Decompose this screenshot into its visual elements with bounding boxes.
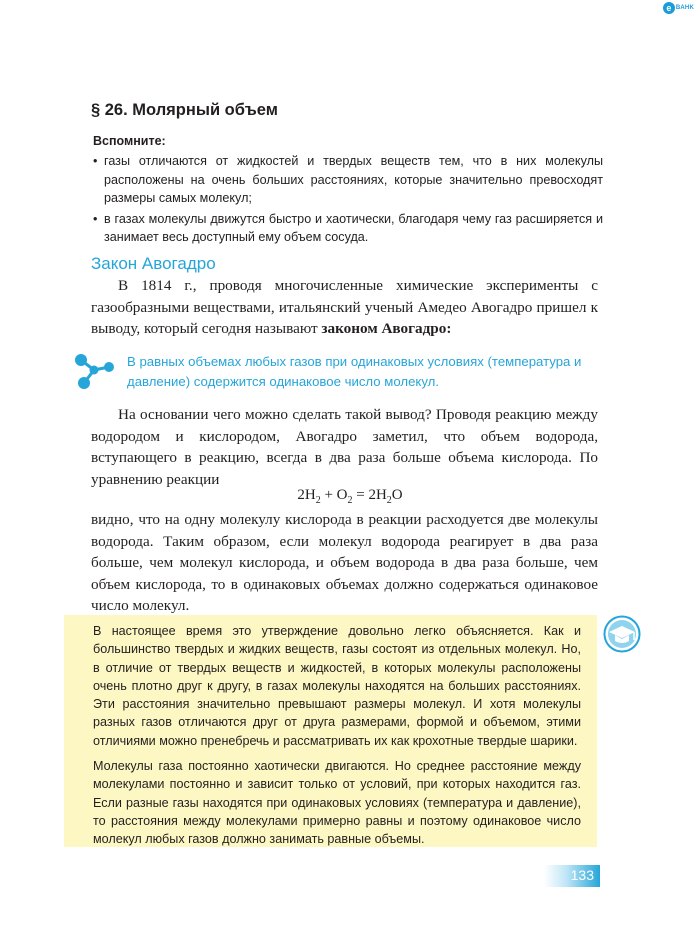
bullet: •: [93, 211, 98, 226]
paragraph-intro-bold: законом Авогадро:: [321, 320, 452, 337]
list-item: [93, 210, 603, 247]
page-number: 133: [570, 867, 594, 883]
eq-part: + O: [320, 487, 348, 503]
paragraph-conclusion: видно, что на одну молекулу кислорода в реакции расходуется две молекулы водорода. Таким образом, если молекул водорода реагирует в два раза больше, чем молекул кислорода, и объем водорода в два раза больше, чем объем кислорода, то в одинаковых объемах должно содержаться одинаковое число молекул.: [91, 511, 598, 614]
law-statement: В равных объемах любых газов при одинаковых условиях (температура и давление) содержится одинаковое число молекул.: [127, 354, 582, 389]
graduation-cap-icon: [603, 615, 641, 653]
eq-part: = 2H: [352, 487, 387, 503]
publisher-logo: [663, 2, 694, 14]
recall-list: [93, 152, 603, 249]
eq-subscript: 2: [386, 495, 392, 506]
recall-item-text: в газах молекулы движутся быстро и хаотически, благодаря чему газ расширяется и занимает весь доступный ему объем сосуда.: [104, 211, 603, 244]
logo-icon: e: [663, 2, 675, 14]
recall-item-text: газы отличаются от жидкостей и твердых веществ тем, что в них молекулы расположены на очень больших расстояниях, которые значительно превосходят размеры самых молекул;: [104, 154, 603, 205]
info-box-paragraph-1: В настоящее время это утверждение довольно легко объясняется. Как и большинство твердых и жидких веществ, газы состоят из отдельных молекул. Но, в отличие от твердых веществ и жидкостей, в которых молекулы расположены очень плотно друг к другу, в газах молекулы находятся на больших расстояниях. Эти расстояния значительно превышают размеры молекул. И хотя молекулы разных газов отличаются друг от друга размерами, формой и объемом, этими отличиями можно пренебречь и рассматривать их как крохотные твердые шарики.: [93, 624, 581, 748]
subheading: Закон Авогадро: [91, 254, 216, 273]
paragraph-intro: [91, 275, 598, 340]
chemical-equation: [0, 487, 700, 506]
eq-part: 2H: [297, 487, 316, 503]
info-box-paragraph-2: Молекулы газа постоянно хаотически двигаются. Но среднее расстояние между молекулами постоянно и зависит только от условий, при которых находится газ. Если разные газы находятся при одинаковых условиях (температура и давление), то расстояния между молекулами примерно равны и поэтому одинаковое число молекул любых газов должно занимать равные объемы.: [93, 759, 581, 847]
section-title: § 26. Молярный объем: [91, 101, 278, 119]
molecule-icon: [72, 350, 118, 392]
recall-label: Вспомните:: [93, 134, 166, 148]
list-item: [93, 152, 603, 208]
eq-subscript: 2: [315, 495, 321, 506]
paragraph-intro-text: В 1814 г., проводя многочисленные химические эксперименты с газообразными веществами, итальянский ученый Амедео Авогадро пришел к выводу, который сегодня называют: [91, 277, 598, 337]
bullet: •: [93, 154, 98, 168]
page-number-tab: [544, 865, 600, 887]
eq-part: O: [391, 487, 403, 503]
paragraph-question: На основании чего можно сделать такой вывод? Проводя реакцию между водородом и кислородом, Авогадро заметил, что объем водорода, вступающего в реакцию, всегда в два раза больше объема кислорода. По уравнению реакции: [91, 406, 598, 488]
logo-text: BAHK: [675, 5, 694, 11]
eq-subscript: 2: [347, 495, 353, 506]
